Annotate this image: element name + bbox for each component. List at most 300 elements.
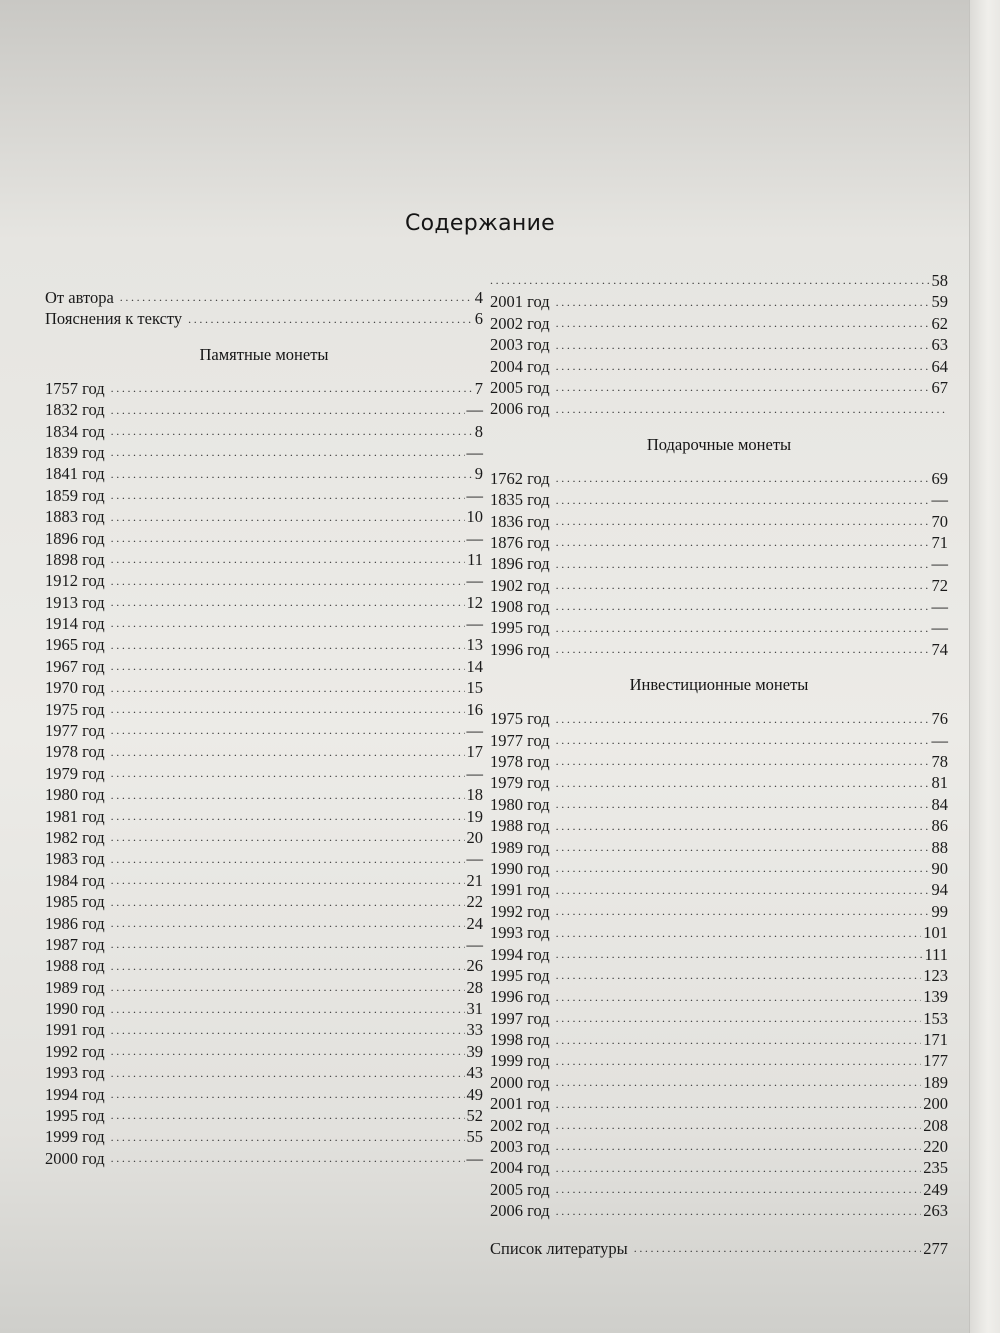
toc-entry-label: 1999 год <box>490 1051 550 1071</box>
toc-entry-label: 1994 год <box>45 1084 105 1104</box>
toc-entry <box>45 1084 483 1105</box>
dot-leader <box>120 289 473 305</box>
toc-bibliography <box>490 1238 948 1259</box>
toc-entry-label: 1983 год <box>45 849 105 869</box>
toc-entry-page: 11 <box>467 549 483 569</box>
toc-entry-page: 84 <box>931 794 948 814</box>
toc-entry-label: 1992 год <box>490 901 550 921</box>
toc-entry-label: 2002 год <box>490 313 550 333</box>
toc-entry <box>490 334 948 355</box>
toc-entry-label: 1841 год <box>45 464 105 484</box>
toc-entry <box>45 528 483 549</box>
toc-entry-page: 55 <box>466 1127 483 1147</box>
toc-entry-page: 12 <box>466 592 483 612</box>
toc-entry <box>490 751 948 772</box>
toc-entry <box>490 553 948 574</box>
toc-entry-label: 1859 год <box>45 485 105 505</box>
toc-entry-label: 2000 год <box>45 1148 105 1168</box>
toc-entry-label: 1979 год <box>490 773 550 793</box>
toc-entry-label: 1980 год <box>490 794 550 814</box>
toc-entry-page: 4 <box>474 287 483 307</box>
dot-leader <box>111 765 465 781</box>
toc-entry-label: 1832 год <box>45 400 105 420</box>
toc-entry <box>45 998 483 1019</box>
toc-entry-page: 63 <box>931 335 948 355</box>
toc-entry-label: 2005 год <box>490 1179 550 1199</box>
toc-entry-label: 1896 год <box>490 554 550 574</box>
toc-entry-page: 99 <box>931 901 948 921</box>
dot-leader <box>556 1160 922 1176</box>
dot-leader <box>111 936 465 952</box>
toc-entry <box>490 837 948 858</box>
toc-entry <box>45 287 483 308</box>
toc-entry-page: 76 <box>931 709 948 729</box>
toc-entry <box>490 922 948 943</box>
dot-leader <box>556 1053 922 1069</box>
toc-entry <box>45 506 483 527</box>
toc-entry-label: 1992 год <box>45 1041 105 1061</box>
toc-entry-label: 1996 год <box>490 987 550 1007</box>
dot-leader <box>111 487 465 503</box>
dot-leader <box>556 1096 922 1112</box>
toc-entry-label: 2003 год <box>490 335 550 355</box>
dot-leader <box>556 732 930 748</box>
toc-entry <box>490 1136 948 1157</box>
toc-entry <box>490 532 948 553</box>
toc-entry-page: 90 <box>931 858 948 878</box>
toc-entry-label: 1975 год <box>490 709 550 729</box>
toc-entry-page: 74 <box>931 639 948 659</box>
toc-entry-bibliography <box>490 1238 948 1259</box>
toc-entry <box>45 763 483 784</box>
toc-entry-page: 22 <box>466 892 483 912</box>
toc-entry <box>490 1093 948 1114</box>
toc-entry-page: 139 <box>923 987 948 1007</box>
toc-entry-page: — <box>931 490 948 510</box>
toc-entry-label: 1762 год <box>490 468 550 488</box>
toc-entry-label: Пояснения к тексту <box>45 309 183 329</box>
toc-entry-label: 1914 год <box>45 614 105 634</box>
toc-entry-label: 1997 год <box>490 1008 550 1028</box>
dot-leader <box>556 753 930 769</box>
toc-entry-page: 72 <box>931 575 948 595</box>
dot-leader <box>111 958 465 974</box>
dot-leader <box>556 946 923 962</box>
toc-entry-page: 70 <box>931 511 948 531</box>
toc-entry-page: 33 <box>466 1020 483 1040</box>
toc-entry <box>45 1126 483 1147</box>
toc-entry-page: 59 <box>931 292 948 312</box>
toc-entry <box>45 378 483 399</box>
dot-leader <box>111 1150 465 1166</box>
toc-entry-label: 1908 год <box>490 597 550 617</box>
toc-entry-page: 21 <box>466 870 483 890</box>
dot-leader <box>556 598 930 614</box>
dot-leader <box>111 1086 465 1102</box>
toc-entry <box>45 634 483 655</box>
toc-entry <box>490 575 948 596</box>
toc-entry-label: 1991 год <box>490 880 550 900</box>
toc-entry-label: 2001 год <box>490 1094 550 1114</box>
toc-entry-page: 153 <box>923 1008 948 1028</box>
dot-leader <box>111 423 473 439</box>
dot-leader <box>556 967 922 983</box>
toc-entry-page: 208 <box>923 1115 948 1135</box>
toc-entry <box>45 308 483 329</box>
dot-leader <box>111 615 465 631</box>
dot-leader <box>556 1203 922 1219</box>
toc-entry-label: 1902 год <box>490 575 550 595</box>
toc-entry-label: 1981 год <box>45 806 105 826</box>
dot-leader <box>490 272 930 288</box>
toc-entry-label: 1980 год <box>45 785 105 805</box>
toc-entry-label: 1988 год <box>45 956 105 976</box>
toc-entry-label: 1757 год <box>45 378 105 398</box>
dot-leader <box>111 530 465 546</box>
toc-entry-page: 43 <box>466 1063 483 1083</box>
toc-entry-label: 1984 год <box>45 870 105 890</box>
toc-entry <box>45 592 483 613</box>
toc-entry <box>45 1041 483 1062</box>
toc-entry-page: 24 <box>466 913 483 933</box>
toc-investment-list <box>490 708 948 1221</box>
toc-entry <box>490 398 948 419</box>
toc-entry-page: — <box>466 1148 483 1168</box>
toc-entry-page: 13 <box>466 635 483 655</box>
toc-entry-page: — <box>466 442 483 462</box>
toc-entry-label: 2005 год <box>490 377 550 397</box>
dot-leader <box>111 872 465 888</box>
toc-entry-page: — <box>466 763 483 783</box>
dot-leader <box>556 882 930 898</box>
toc-entry <box>45 656 483 677</box>
toc-entry-page: 263 <box>923 1201 948 1221</box>
toc-entry-label: 1987 год <box>45 934 105 954</box>
toc-entry <box>45 677 483 698</box>
toc-entry-page: 18 <box>466 785 483 805</box>
toc-entry-label: 1978 год <box>45 742 105 762</box>
dot-leader <box>556 796 930 812</box>
toc-entry-page: 52 <box>466 1106 483 1126</box>
toc-entry-page: 86 <box>931 816 948 836</box>
toc-entry <box>490 596 948 617</box>
toc-entry-label: 1876 год <box>490 532 550 552</box>
dot-leader <box>556 470 930 486</box>
toc-entry <box>490 858 948 879</box>
dot-leader <box>556 1181 922 1197</box>
toc-entry <box>490 356 948 377</box>
dot-leader <box>556 775 930 791</box>
dot-leader <box>111 829 465 845</box>
toc-entry <box>45 848 483 869</box>
toc-entry-label: 1896 год <box>45 528 105 548</box>
dot-leader <box>111 1065 465 1081</box>
toc-entry-page: 81 <box>931 773 948 793</box>
toc-entry-label: 1913 год <box>45 592 105 612</box>
toc-entry <box>45 613 483 634</box>
toc-entry <box>45 806 483 827</box>
dot-leader <box>556 818 930 834</box>
toc-entry-page: 49 <box>466 1084 483 1104</box>
page-title: Содержание <box>404 211 556 236</box>
toc-entry-page: 111 <box>924 944 948 964</box>
dot-leader <box>111 658 465 674</box>
toc-entry-page: — <box>466 571 483 591</box>
dot-leader <box>556 1138 922 1154</box>
dot-leader <box>111 573 465 589</box>
toc-continued-list <box>490 270 948 420</box>
toc-entry-page: 6 <box>474 309 483 329</box>
toc-entry-label: Список литературы <box>490 1238 628 1258</box>
toc-entry <box>490 270 948 291</box>
dot-leader <box>188 311 473 327</box>
toc-gift-list <box>490 468 948 661</box>
toc-entry-page: — <box>466 849 483 869</box>
toc-entry <box>490 708 948 729</box>
toc-entry-label: 1995 год <box>490 618 550 638</box>
toc-entry-label: 1996 год <box>490 639 550 659</box>
toc-entry-label: 1977 год <box>490 730 550 750</box>
dot-leader <box>111 915 465 931</box>
dot-leader <box>556 513 930 529</box>
dot-leader <box>111 851 465 867</box>
toc-entry-page: 71 <box>931 532 948 552</box>
dot-leader <box>111 701 465 717</box>
toc-entry-page: 189 <box>923 1072 948 1092</box>
toc-entry-label: 2000 год <box>490 1072 550 1092</box>
toc-entry-label: 1991 год <box>45 1020 105 1040</box>
toc-entry-label: 1990 год <box>45 999 105 1019</box>
toc-entry <box>490 1200 948 1221</box>
toc-entry <box>490 901 948 922</box>
toc-entry-label: 1836 год <box>490 511 550 531</box>
toc-entry-page: 123 <box>923 965 948 985</box>
toc-entry <box>45 485 483 506</box>
toc-entry-page: 10 <box>466 507 483 527</box>
dot-leader <box>111 380 473 396</box>
dot-leader <box>556 925 922 941</box>
toc-entry <box>45 977 483 998</box>
toc-entry <box>45 1020 483 1041</box>
dot-leader <box>556 315 930 331</box>
toc-entry-label: 1898 год <box>45 549 105 569</box>
toc-entry-page: — <box>931 618 948 638</box>
toc-entry-label: 1834 год <box>45 421 105 441</box>
toc-entry <box>490 1029 948 1050</box>
toc-entry-page: 28 <box>466 977 483 997</box>
toc-entry <box>45 699 483 720</box>
toc-entry-label: 1970 год <box>45 678 105 698</box>
toc-entry-page: 16 <box>466 699 483 719</box>
toc-left-column <box>45 287 483 1169</box>
dot-leader <box>556 534 930 550</box>
toc-entry-page: 17 <box>466 742 483 762</box>
dot-leader <box>556 860 930 876</box>
toc-entry-page: 88 <box>931 837 948 857</box>
toc-entry-page: 69 <box>931 468 948 488</box>
dot-leader <box>111 509 465 525</box>
toc-entry-label: 1998 год <box>490 1030 550 1050</box>
toc-entry-page: 62 <box>931 313 948 333</box>
toc-entry-label: 1993 год <box>490 923 550 943</box>
toc-commemorative-list <box>45 378 483 1169</box>
dot-leader <box>111 444 465 460</box>
toc-entry <box>45 784 483 805</box>
dot-leader <box>111 1022 465 1038</box>
toc-entry-page: 220 <box>923 1137 948 1157</box>
toc-entry-page: 171 <box>923 1030 948 1050</box>
section-title-commemorative: Памятные монеты <box>199 344 329 364</box>
toc-entry <box>45 399 483 420</box>
toc-entry-page: 20 <box>466 827 483 847</box>
toc-entry-page: 19 <box>466 806 483 826</box>
toc-entry-page: — <box>466 614 483 634</box>
toc-entry-label: 1993 год <box>45 1063 105 1083</box>
dot-leader <box>556 903 930 919</box>
toc-entry <box>490 986 948 1007</box>
toc-right-column <box>490 270 948 1259</box>
toc-intro-list <box>45 287 483 330</box>
toc-entry-label: 2004 год <box>490 356 550 376</box>
toc-entry-page: 78 <box>931 752 948 772</box>
toc-entry-page: 200 <box>923 1094 948 1114</box>
toc-entry <box>490 1157 948 1178</box>
toc-entry <box>490 772 948 793</box>
toc-entry-page: 7 <box>474 378 483 398</box>
toc-entry-label: 1999 год <box>45 1127 105 1147</box>
toc-entry <box>45 570 483 591</box>
dot-leader <box>556 1032 922 1048</box>
dot-leader <box>556 379 930 395</box>
toc-entry <box>45 549 483 570</box>
dot-leader <box>111 894 465 910</box>
toc-entry <box>490 377 948 398</box>
toc-entry-label: 1985 год <box>45 892 105 912</box>
dot-leader <box>556 492 930 508</box>
toc-entry-label: 1978 год <box>490 752 550 772</box>
toc-entry <box>45 741 483 762</box>
toc-entry <box>490 511 948 532</box>
toc-entry <box>45 913 483 934</box>
toc-entry-page: — <box>466 721 483 741</box>
dot-leader <box>556 556 930 572</box>
toc-entry-page: 94 <box>931 880 948 900</box>
toc-entry-page: 26 <box>466 956 483 976</box>
toc-entry <box>490 1115 948 1136</box>
toc-entry-page: 15 <box>466 678 483 698</box>
toc-entry-label: 1982 год <box>45 827 105 847</box>
toc-entry-page: — <box>931 554 948 574</box>
toc-entry <box>45 1105 483 1126</box>
toc-entry-label: 1965 год <box>45 635 105 655</box>
dot-leader <box>111 551 465 567</box>
toc-entry <box>490 794 948 815</box>
toc-entry <box>45 463 483 484</box>
dot-leader <box>556 1010 922 1026</box>
dot-leader <box>634 1240 922 1256</box>
toc-entry <box>45 827 483 848</box>
toc-entry-page: 177 <box>923 1051 948 1071</box>
dot-leader <box>556 577 930 593</box>
toc-entry-page: 249 <box>923 1179 948 1199</box>
toc-entry-label: 2006 год <box>490 399 550 419</box>
toc-entry-page: 101 <box>923 923 948 943</box>
toc-entry <box>45 891 483 912</box>
toc-entry <box>45 934 483 955</box>
toc-entry <box>490 617 948 638</box>
toc-entry <box>490 489 948 510</box>
dot-leader <box>111 637 465 653</box>
toc-entry-page: 39 <box>466 1041 483 1061</box>
dot-leader <box>111 744 465 760</box>
toc-entry-label: От автора <box>45 287 114 307</box>
toc-entry-label: 2006 год <box>490 1201 550 1221</box>
toc-entry-page: — <box>931 730 948 750</box>
toc-entry <box>45 1062 483 1083</box>
dot-leader <box>111 680 465 696</box>
toc-entry-page: — <box>466 400 483 420</box>
toc-entry-label: 1883 год <box>45 507 105 527</box>
toc-entry <box>45 421 483 442</box>
toc-entry-label: 2004 год <box>490 1158 550 1178</box>
toc-entry-page: 14 <box>466 656 483 676</box>
toc-entry-label: 1912 год <box>45 571 105 591</box>
dot-leader <box>111 979 465 995</box>
dot-leader <box>111 722 465 738</box>
toc-entry-label: 1979 год <box>45 763 105 783</box>
toc-entry-label: 1967 год <box>45 656 105 676</box>
toc-entry-page: — <box>466 485 483 505</box>
toc-entry <box>490 1008 948 1029</box>
dot-leader <box>556 711 930 727</box>
toc-entry-label: 1975 год <box>45 699 105 719</box>
toc-entry <box>490 291 948 312</box>
toc-entry-label: 1989 год <box>45 977 105 997</box>
dot-leader <box>556 1074 922 1090</box>
dot-leader <box>556 1117 922 1133</box>
toc-entry-page: 277 <box>923 1238 948 1258</box>
page-edge <box>969 0 1000 1333</box>
dot-leader <box>556 337 930 353</box>
dot-leader <box>556 989 922 1005</box>
dot-leader <box>111 1001 465 1017</box>
dot-leader <box>556 358 930 374</box>
toc-entry-label: 1990 год <box>490 858 550 878</box>
dot-leader <box>111 787 465 803</box>
dot-leader <box>111 466 473 482</box>
toc-entry-label: 2001 год <box>490 292 550 312</box>
toc-entry <box>45 442 483 463</box>
toc-entry-label: 1994 год <box>490 944 550 964</box>
dot-leader <box>111 1107 465 1123</box>
toc-entry-label: 1835 год <box>490 490 550 510</box>
toc-entry <box>45 1148 483 1169</box>
toc-entry-label: 1839 год <box>45 442 105 462</box>
dot-leader <box>556 839 930 855</box>
dot-leader <box>556 401 946 417</box>
toc-entry-page: 64 <box>931 356 948 376</box>
dot-leader <box>111 402 465 418</box>
toc-entry-page: 9 <box>474 464 483 484</box>
toc-entry <box>490 468 948 489</box>
toc-entry <box>45 870 483 891</box>
toc-entry-label: 1986 год <box>45 913 105 933</box>
toc-entry-label: 1988 год <box>490 816 550 836</box>
toc-entry <box>490 730 948 751</box>
dot-leader <box>556 641 930 657</box>
toc-entry <box>490 815 948 836</box>
dot-leader <box>111 594 465 610</box>
